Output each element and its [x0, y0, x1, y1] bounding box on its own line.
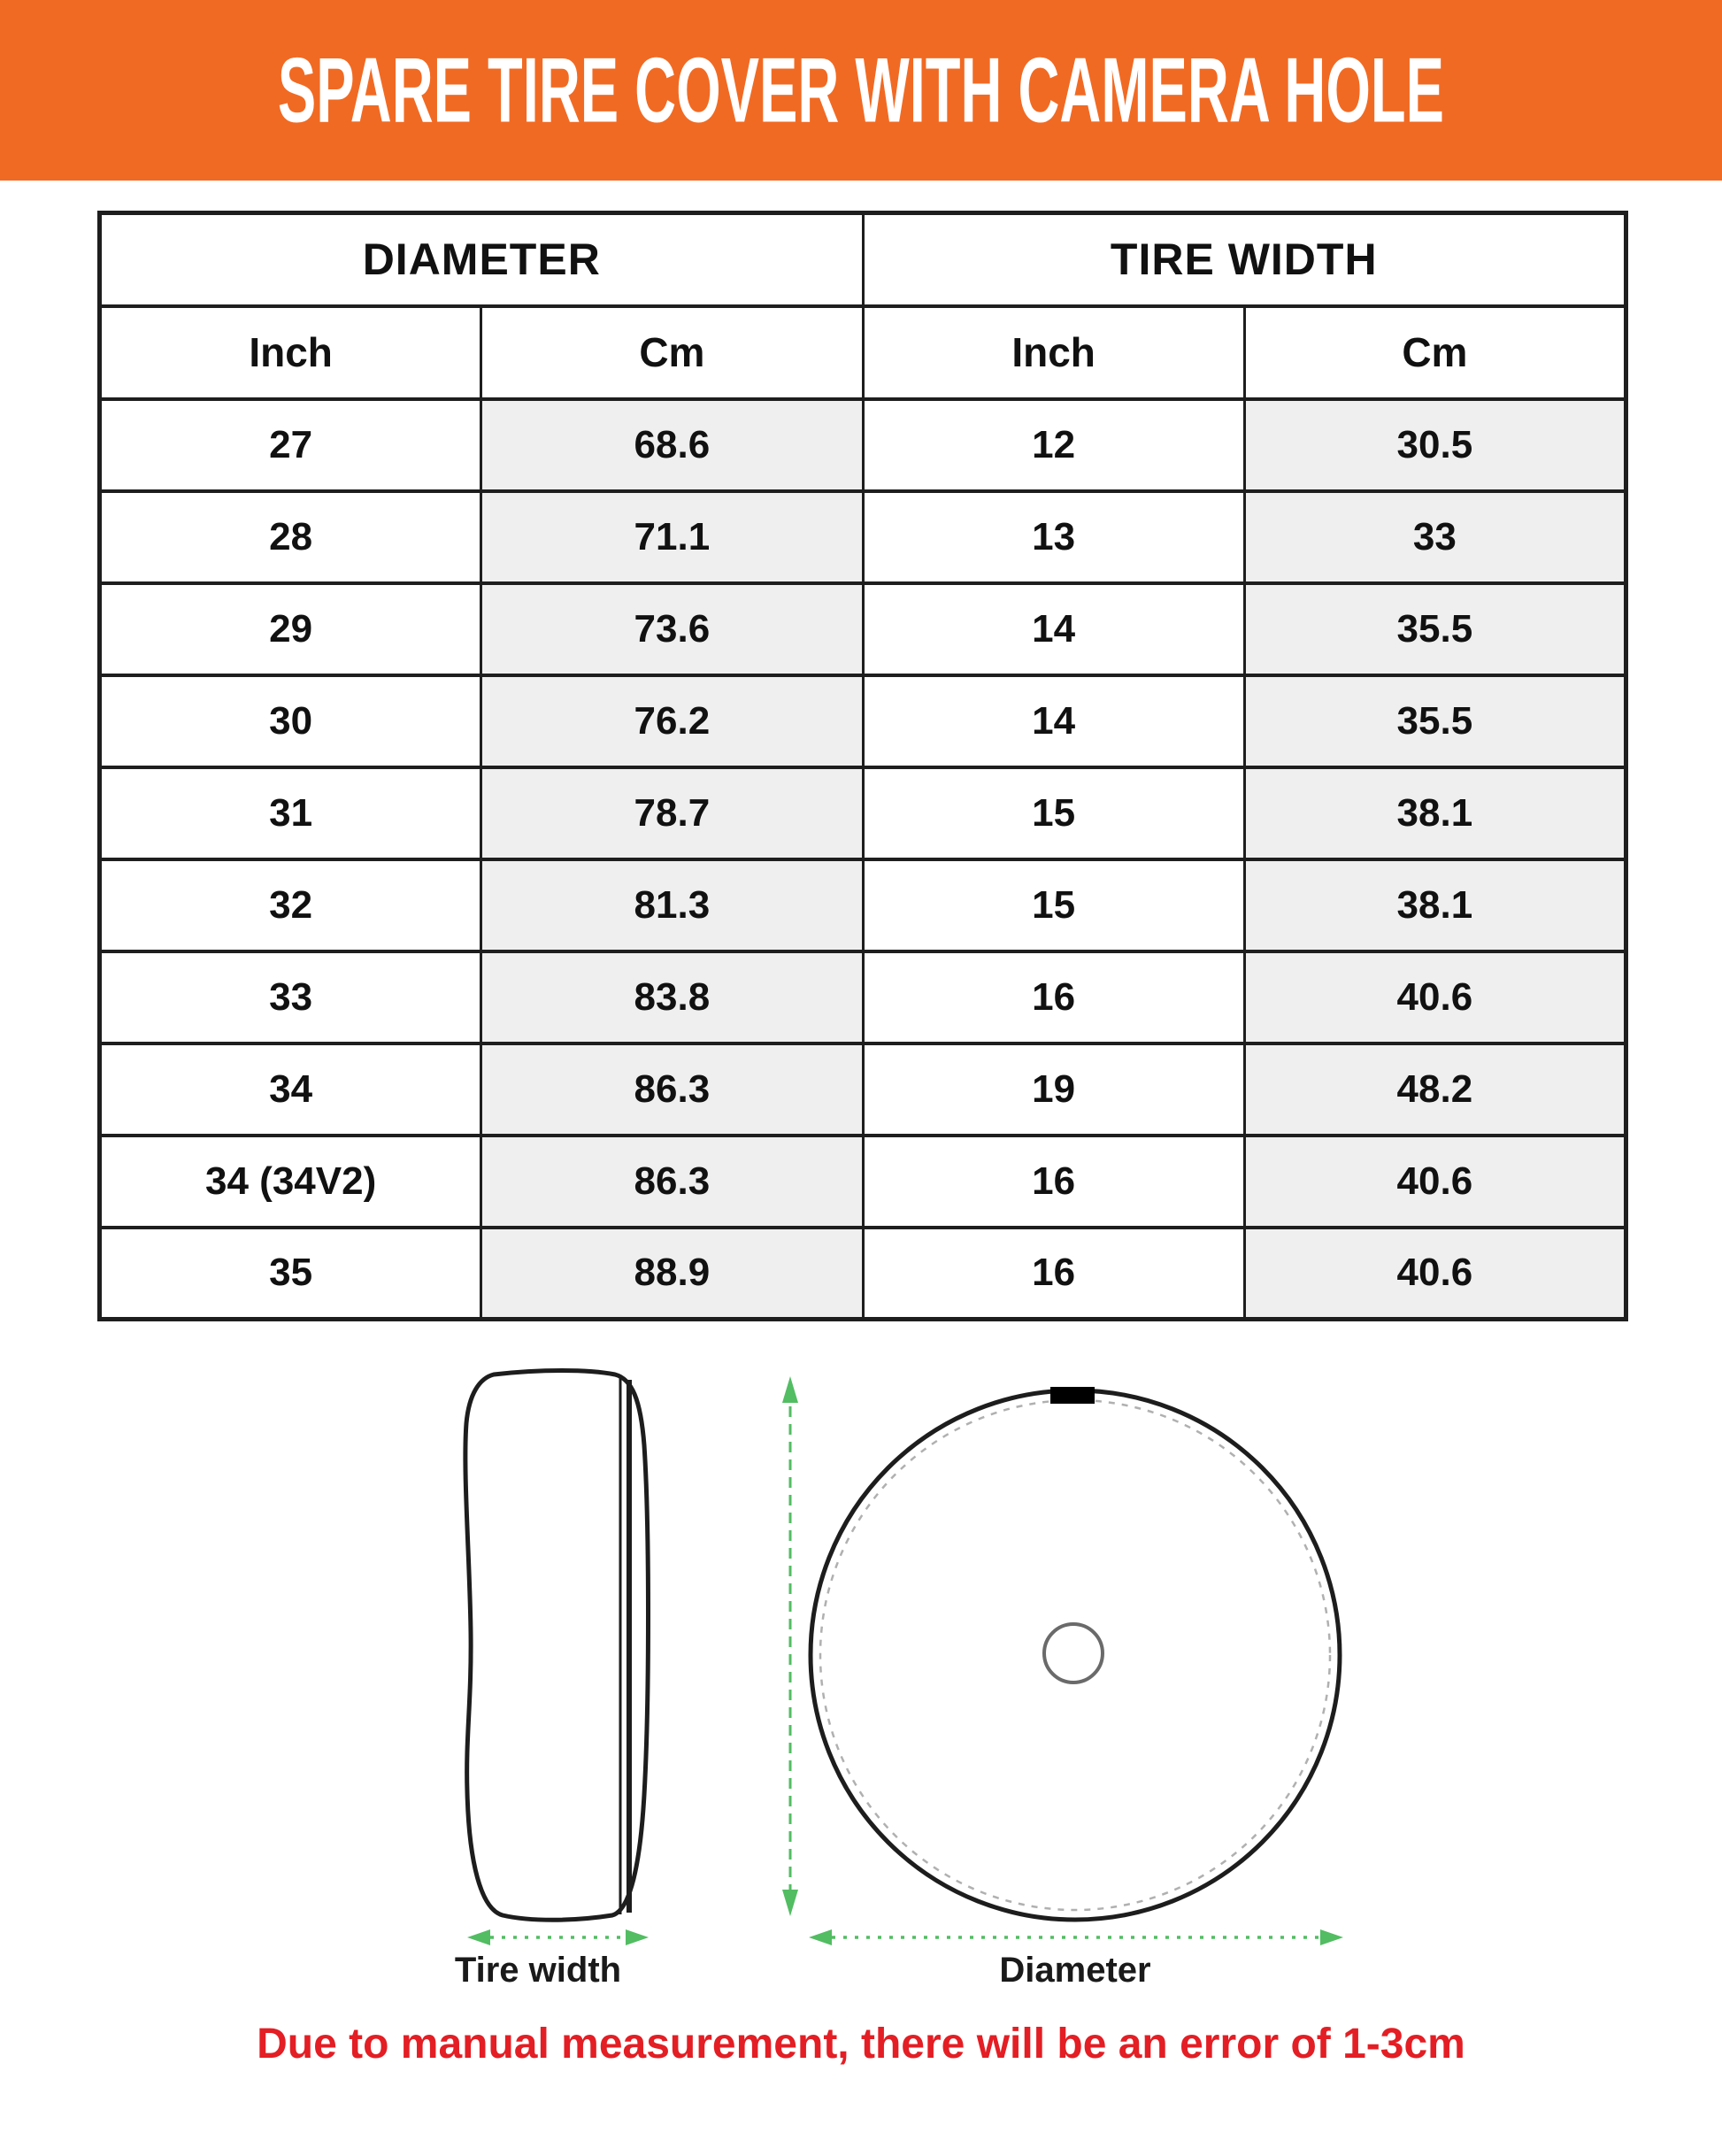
table-cell: 83.8: [481, 951, 863, 1043]
table-cell: 15: [863, 859, 1244, 951]
table-cell: 48.2: [1244, 1043, 1626, 1136]
arrow-right-icon: [1320, 1929, 1343, 1945]
table-cell: 16: [863, 1228, 1244, 1320]
table-cell: 14: [863, 583, 1244, 675]
table-cell: 30.5: [1244, 399, 1626, 491]
table-cell: 81.3: [481, 859, 863, 951]
table-cell: 27: [100, 399, 481, 491]
table-cell: 32: [100, 859, 481, 951]
table-cell: 71.1: [481, 491, 863, 583]
table-cell: 33: [1244, 491, 1626, 583]
table-cell: 16: [863, 1136, 1244, 1228]
arrow-down-icon: [782, 1890, 798, 1916]
table-cell: 33: [100, 951, 481, 1043]
table-cell: 73.6: [481, 583, 863, 675]
diameter-cm-header: Cm: [481, 306, 863, 399]
table-cell: 40.6: [1244, 951, 1626, 1043]
table-row: [100, 583, 1626, 675]
hanging-tab: [1050, 1387, 1095, 1404]
table-cell: 16: [863, 951, 1244, 1043]
table-cell: 38.1: [1244, 767, 1626, 859]
table-cell: 34 (34V2): [100, 1136, 481, 1228]
diameter-arrow: [809, 1929, 1343, 1945]
table-cell: 38.1: [1244, 859, 1626, 951]
table-cell: 86.3: [481, 1043, 863, 1136]
width-cm-header: Cm: [1244, 306, 1626, 399]
table-cell: 15: [863, 767, 1244, 859]
table-row: [100, 1228, 1626, 1320]
table-group-header-row: [100, 213, 1626, 306]
table-cell: 19: [863, 1043, 1244, 1136]
tire-side-view: [465, 1371, 649, 1921]
table-column-header-row: [100, 306, 1626, 399]
page-title: SPARE TIRE COVER WITH CAMERA HOLE: [277, 38, 1445, 142]
table-row: [100, 1043, 1626, 1136]
table-row: [100, 951, 1626, 1043]
table-cell: 14: [863, 675, 1244, 767]
table-cell: 40.6: [1244, 1228, 1626, 1320]
table-row: [100, 767, 1626, 859]
size-table: [97, 211, 1628, 1321]
table-cell: 86.3: [481, 1136, 863, 1228]
table-cell: 30: [100, 675, 481, 767]
cover-outer-circle: [811, 1390, 1340, 1920]
table-row: [100, 675, 1626, 767]
table-cell: 13: [863, 491, 1244, 583]
tire-front-view: [811, 1387, 1340, 1920]
table-row: [100, 1136, 1626, 1228]
table-row: [100, 399, 1626, 491]
table-cell: 28: [100, 491, 481, 583]
table-row: [100, 859, 1626, 951]
table-cell: 34: [100, 1043, 481, 1136]
arrow-left-icon: [809, 1929, 832, 1945]
diameter-group-header: DIAMETER: [100, 213, 864, 306]
arrow-right-icon: [626, 1929, 649, 1945]
table-cell: 68.6: [481, 399, 863, 491]
width-inch-header: Inch: [863, 306, 1244, 399]
table-cell: 35.5: [1244, 583, 1626, 675]
table-cell: 78.7: [481, 767, 863, 859]
diameter-label: Diameter: [999, 1951, 1151, 1990]
table-row: [100, 491, 1626, 583]
table-cell: 29: [100, 583, 481, 675]
measurement-error-note: Due to manual measurement, there will be an error of 1-3cm: [257, 2021, 1465, 2067]
table-cell: 12: [863, 399, 1244, 491]
tire-width-group-header: TIRE WIDTH: [863, 213, 1626, 306]
title-banner: [0, 0, 1722, 181]
arrow-left-icon: [467, 1929, 490, 1945]
tire-width-label: Tire width: [454, 1951, 622, 1990]
arrow-up-icon: [782, 1376, 798, 1403]
table-cell: 76.2: [481, 675, 863, 767]
table-cell: 31: [100, 767, 481, 859]
measurement-diagram: [0, 1321, 1722, 2107]
table-cell: 35.5: [1244, 675, 1626, 767]
tire-width-arrow: [467, 1929, 649, 1945]
diameter-vertical-arrow: [782, 1376, 798, 1916]
table-cell: 35: [100, 1228, 481, 1320]
table-cell: 40.6: [1244, 1136, 1626, 1228]
diameter-inch-header: Inch: [100, 306, 481, 399]
table-cell: 88.9: [481, 1228, 863, 1320]
